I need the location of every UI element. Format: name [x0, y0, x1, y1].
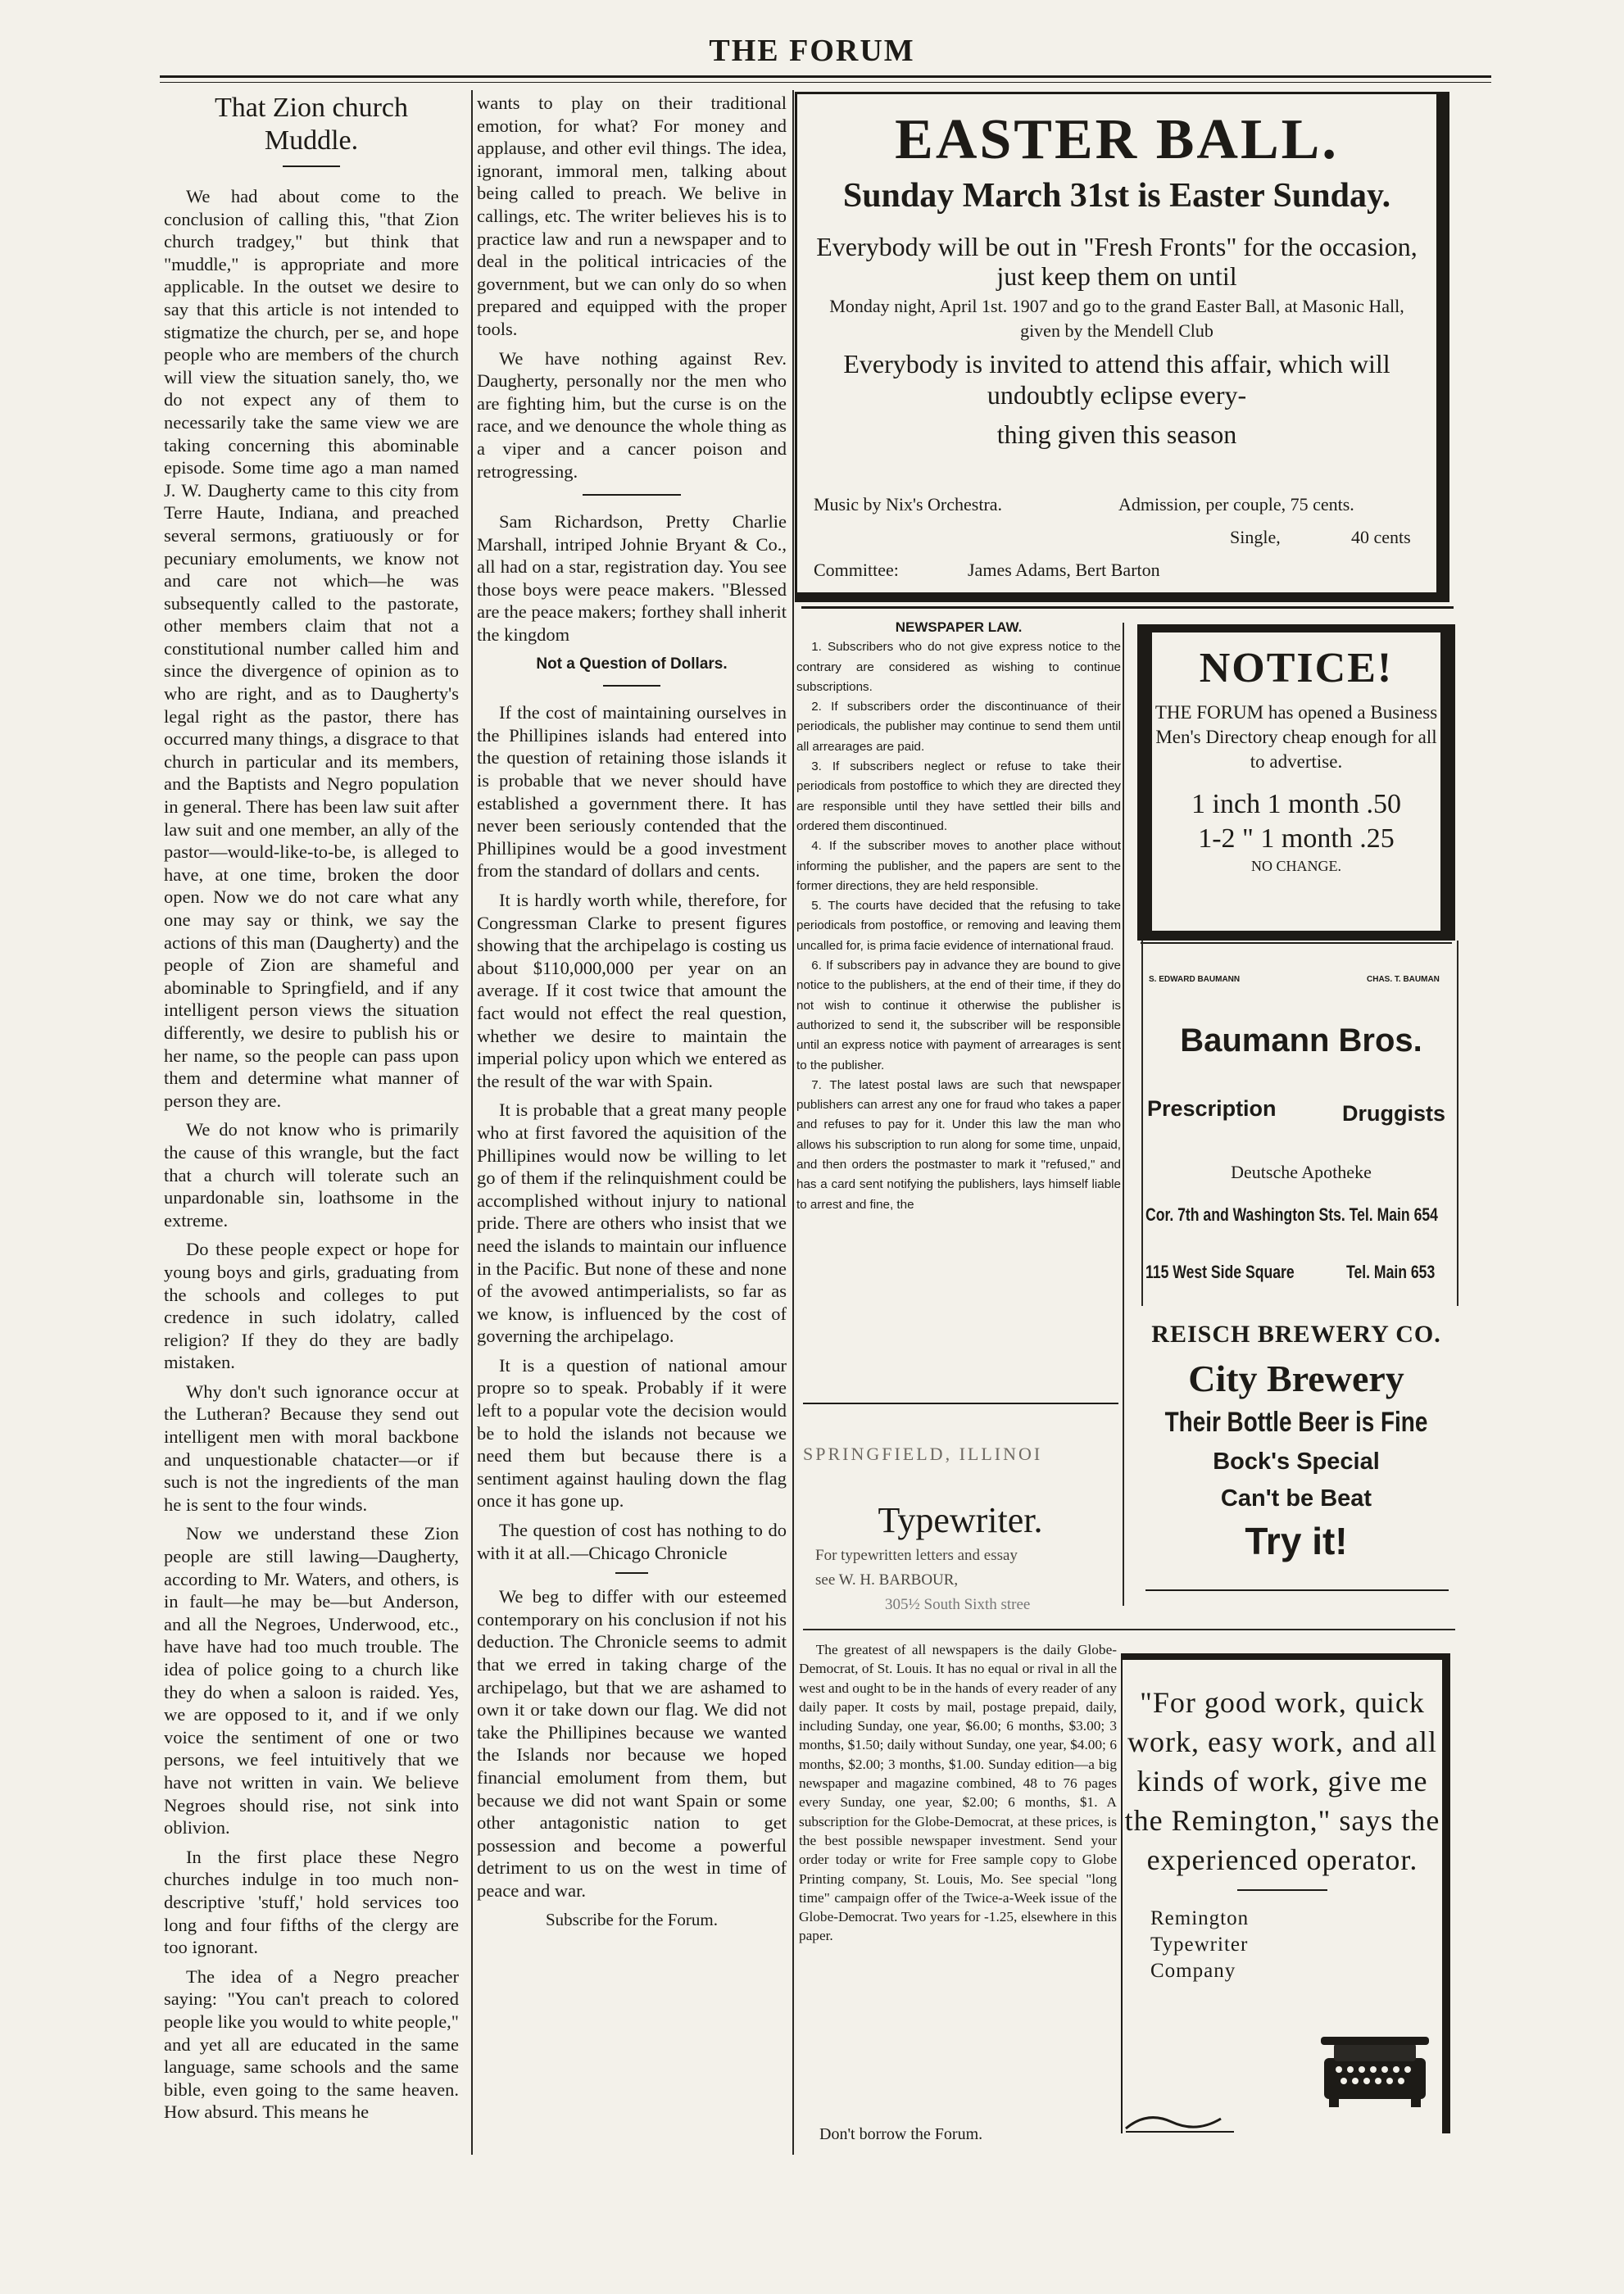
notice-footer: NO CHANGE. — [1251, 858, 1341, 874]
notice-body: THE FORUM has opened a Business Men's Directory cheap enough for all to advertise. — [1154, 702, 1438, 772]
easter-title: EASTER BALL. — [895, 108, 1339, 171]
baumann-druggists: Druggists — [1342, 1101, 1446, 1126]
easter-single-price: 40 cents — [1351, 527, 1411, 547]
baumann-title: Baumann Bros. — [1180, 1022, 1422, 1059]
baumann-name-right: CHAS. T. BAUMAN — [1367, 975, 1440, 984]
headline-line-1: That Zion church — [214, 93, 409, 123]
baumann-prescription: Prescription — [1147, 1096, 1277, 1121]
globe-text: The greatest of all newspapers is the daily Globe-Democrat, of St. Louis. It has no equal or rival in all the west and ought to be in the hands of every reader of any daily paper. It costs by mail, postage prepaid, daily, including Sunday, one year, $6.00; 6 months, $3.00; 3 months, $1.50; daily without Sunday, one year, $4.00; 6 months, $2.00; 3 months, $1.00. Sunday edition—a big newspaper and magazine combined, 48 to 76 pages every Sunday, one year, $2.00; 6 months, $1. A subscription for the Globe-Democrat, at these prices, is the best possible newspaper investment. Send your order today or write for Free sample copy to Globe Printing company, St. Louis, Mo. See special "long time" campaign offer of the Twice-a-Week issue of the Globe-Democrat. Two years for -1.25, elsewhere in this paper. — [799, 1642, 1117, 1944]
notice-ad — [1137, 624, 1455, 941]
paragraph: The question of cost has nothing to do with it at all.—Chicago Chronicle — [477, 1520, 787, 1563]
law-item: 1. Subscribers who do not give express notice to the contrary are considered as wishing to continue subscriptions. — [796, 640, 1121, 694]
easter-fresh-fronts: Everybody will be out in "Fresh Fronts" for the occasion, just keep them on until — [816, 232, 1418, 291]
divider — [615, 1572, 648, 1574]
notice-rate-2: 1-2 " 1 month .25 — [1198, 823, 1395, 854]
easter-admission: Admission, per couple, 75 cents. — [1118, 494, 1354, 515]
typewriter-line-2: see W. H. BARBOUR, — [815, 1571, 959, 1589]
paragraph: wants to play on their traditional emotion, for what? For money and applause, and other evil things. The idea, ignorant, immoral men, talking about being called to preach. We belive in callings, etc. The writer believes his is to practice law and run a newspaper and to deal in the political intricacies of the government, but we can only do so when prepared and equipped with the proper tools. — [477, 93, 787, 339]
reisch-bottle-beer: Their Bottle Beer is Fine — [1164, 1407, 1428, 1438]
paragraph: We had about come to the conclusion of calling this, "that Zion church tradgey," but think that "muddle," is appropriate and more applicable. In the outset we desire to say that this article is not intended to stigmatize the church, per se, and hope people who are members of the church will view the situation sanely, tho, we do not expect any of them to necessarily take the same view we are taking concerning this abominable episode. Some time ago a man named J. W. Daugherty came to this city from Terre Haute, Indiana, and preached several sermons, gratiuously or for pecuniary emoluments, we know not and care not which—he was subsequently called to the pastorate, other members claim that not a constitutional number called him and since the divergence of opinion as to who are right, and as to Daugherty's legal right as the pastor, there has occurred many things, a disgrace to that church in particular and its members, and the Baptists and Negro population in general. There has been law suit after law suit and one member, an ally of the pastor—would-like-to-be, is alleged to have, at one time, broken the door open. Now we do not care what any one may say or think, we say the actions of this man (Daugherty) and the people of Zion are shameful and abominable to Springfield, and if any intelligent person views the situation differently, we desire to publish his or her name, so the people can pass upon them and determine what manner of person they are. — [164, 186, 459, 1111]
paragraph: Now we understand these Zion people are still lawing—Daugherty, according to Mr. Waters, and others, is in fault—he may be—but Anderson, and all the Negroes, Underwood, etc., have have had too much trouble. The idea of police going to a church like they do when a saloon is raided. Yes, we are opposed to it, and if we only voice the sentiment of one or two persons, we feel intuitively that we have not written in vain. We believe Negroes should rise, not sink into oblivion. — [164, 1523, 459, 1838]
easter-invite: Everybody is invited to attend this affair, which will undoubtly eclipse every- — [843, 349, 1390, 410]
easter-date: Sunday March 31st is Easter Sunday. — [842, 177, 1391, 215]
divider — [283, 165, 340, 167]
paragraph: It is a question of national amour propre so to speak. Probably if it were left to a popular vote the decision would be to hold the islands not because we need them but because there is a sentiment against hauling down the flag once it has gone up. — [477, 1354, 787, 1512]
masthead: THE FORUM — [709, 34, 915, 68]
baumann-address-1: Cor. 7th and Washington Sts. Tel. Main 654 — [1145, 1204, 1438, 1225]
paragraph: We do not know who is primarily the cause of this wrangle, but the fact that a church will tolerate such an unpardonable sin, loathsome in the extreme. — [164, 1119, 459, 1231]
headline-line-2: Muddle. — [264, 125, 359, 156]
easter-single-label: Single, — [1230, 527, 1281, 547]
divider — [603, 685, 660, 687]
law-item: 6. If subscribers pay in advance they are bound to give notice to the publishers, at the end of their time, if they do not wish to continue it otherwise the publisher is authorized to send it, the subscriber will be responsible until an express notice with payment of arrearages is sent to the publisher. — [796, 959, 1121, 1072]
paragraph: The idea of a Negro preacher saying: "You can't preach to colored people like you would to white people," and yet all are educated in the same language, same schools and the same bible, even going to the same heaven. How absurd. This means he — [164, 1965, 459, 2123]
easter-committee-label: Committee: — [814, 560, 899, 580]
baumann-tel-2: Tel. Main 653 — [1346, 1262, 1436, 1282]
paragraph: In the first place these Negro churches indulge in too much non-descriptive 'stuff,' hold services too long and four fifths of the clergy are too ignorant. — [164, 1846, 459, 1958]
paragraph: Do these people expect or hope for young boys and girls, graduating from the schools and colleges to put credence in such idolatry, called religion? If they do they are badly mistaken. — [164, 1239, 459, 1373]
typewriter-icon — [1318, 2019, 1432, 2109]
divider — [583, 494, 681, 496]
notice-title: NOTICE! — [1199, 645, 1394, 691]
remington-company-3: Company — [1150, 1960, 1236, 1982]
masthead-rule-thin — [160, 82, 1491, 83]
column-2 — [477, 92, 787, 1931]
column-divider-2 — [792, 90, 794, 2155]
column-divider-1 — [471, 90, 473, 2155]
newspaper-law — [796, 618, 1121, 1215]
remington-company-1: Remington — [1150, 1907, 1250, 1929]
paragraph: We beg to differ with our esteemed contemporary on his conclusion if not his deduction. The Chronicle seems to admit that we erred in taking charge of the archipelago, but that we are ashamed to own it or take down our flag. We did not take the Phillipines because we wanted the Islands nor because we hoped financial emolument from them, but because we did not want Spain or some other antagonistic nation to get possession and become a powerful detriment to us on the west in time of peace and war. — [477, 1586, 787, 1901]
law-item: 5. The courts have decided that the refusing to take periodicals from postoffice, or removing and leaving them uncalled for, is prima facie evidence of international fraud. — [796, 899, 1121, 953]
law-item: 3. If subscribers neglect or refuse to take their periodicals from postoffice to which they are directed they are responsible until they have settled their bills and ordered them discontinued. — [796, 759, 1121, 833]
divider — [803, 1403, 1118, 1404]
reisch-brewery-ad — [1124, 1321, 1468, 1563]
divider — [1145, 1589, 1449, 1591]
globe-democrat-ad — [799, 1640, 1117, 1946]
divider — [1237, 1889, 1327, 1891]
paragraph: Why don't such ignorance occur at the Lutheran? Because they send out intelligent men with moral backbone and unquestionable chatacter—or if such is not the ingredients of the man he is sent to the four winds. — [164, 1380, 459, 1515]
reisch-name: REISCH BREWERY CO. — [1151, 1321, 1441, 1348]
paragraph: Sam Richardson, Pretty Charlie Marshall, intriped Johnie Bryant & Co., all had on a star, registration day. You see those boys were peace makers. "Blessed are the peace makers; forthey shall inherit the kingdom — [477, 511, 787, 646]
baumann-german: Deutsche Apotheke — [1231, 1162, 1372, 1182]
reisch-city-brewery: City Brewery — [1188, 1358, 1404, 1399]
easter-details: Monday night, April 1st. 1907 and go to the grand Easter Ball, at Masonic Hall, given by the Mendell Club — [829, 296, 1404, 341]
border — [1141, 941, 1143, 1306]
typewriter-title: Typewriter. — [878, 1500, 1043, 1540]
remington-company-2: Typewriter — [1150, 1934, 1249, 1956]
springfield-imprint: SPRINGFIELD, ILLINOI — [803, 1444, 1043, 1464]
baumann-name-left: S. EDWARD BAUMANN — [1149, 975, 1241, 984]
divider — [801, 606, 1454, 609]
easter-music: Music by Nix's Orchestra. — [814, 494, 1003, 515]
reisch-try-it: Try it! — [1245, 1520, 1348, 1562]
remington-quote: "For good work, quick work, easy work, and all kinds of work, give me the Remington," says the experienced operator. — [1124, 1686, 1440, 1876]
typewriter-line-1: For typewritten letters and essay — [815, 1547, 1018, 1564]
law-item: 4. If the subscriber moves to another place without informing the publisher, and the papers are sent to the former directions, they are held responsible. — [796, 839, 1121, 893]
reisch-bock: Bock's Special — [1213, 1448, 1380, 1475]
law-item: 7. The latest postal laws are such that newspaper publishers can arrest any one for fraud who takes a paper and refuses to pay for it. Under this law the man who allows his subscription to run along for some time, unpaid, and then orders the postmaster to mark it "refused," and has a card sent notifying the publishers, lays himself liable to arrest and fine, the — [796, 1077, 1121, 1212]
subhead-not-question-of-dollars: Not a Question of Dollars. — [536, 655, 728, 673]
easter-ball-ad — [795, 92, 1449, 602]
paragraph: It is hardly worth while, therefore, for Congressman Clarke to present figures showing that the archipelago is costing us about $110,000,000 per year on an average. If it cost twice that amount the fact would not effect the real question, whether we desire to maintain the imperial policy upon which we entered as the result of the war with Spain. — [477, 890, 787, 1091]
scroll-ornament-icon — [1123, 2104, 1237, 2133]
masthead-rule — [160, 75, 1491, 78]
paragraph: It is probable that a great many people who at first favored the aquisition of the Phillipines would now be willing to let go of them if the relinquishment could be accomplished without injury to national pride. There are others who insist that we need the islands to maintain our influence in the Pacific. But none of these and none of the avowed antimperialists, so far as we know, is influenced by the cost of governing the archipelago. — [477, 1099, 787, 1347]
paragraph: If the cost of maintaining ourselves in the Phillipines islands had entered into the question of retaining those islands it is probable that we never should have established a government there. It has never been seriously contended that the Phillipines would be a good investment from the standard of dollars and cents. — [477, 702, 787, 882]
typewriter-line-3: 305½ South Sixth stree — [885, 1596, 1031, 1613]
border — [1457, 941, 1458, 1306]
reisch-cant-beat: Can't be Beat — [1220, 1485, 1372, 1512]
easter-invite-end: thing given this season — [996, 419, 1237, 449]
article-zion-church — [164, 92, 459, 2130]
baumann-bros-ad — [1129, 941, 1473, 1306]
divider — [803, 1629, 1455, 1630]
notice-rate-1: 1 inch 1 month .50 — [1191, 789, 1401, 819]
law-title: NEWSPAPER LAW. — [895, 619, 1023, 635]
subscribe-note: Subscribe for the Forum. — [546, 1909, 718, 1929]
article-headline — [164, 92, 459, 157]
baumann-address-2: 115 West Side Square — [1145, 1262, 1295, 1282]
easter-committee-names: James Adams, Bert Barton — [968, 560, 1160, 580]
paragraph: We have nothing against Rev. Daugherty, personally nor the men who are fighting him, but the curse is on the race, and we denounce the whole thing as a viper and a cancer poison and retrogressing. — [477, 347, 787, 482]
dont-borrow-note: Don't borrow the Forum. — [819, 2125, 983, 2143]
remington-ad — [1121, 1653, 1450, 2133]
law-item: 2. If subscribers order the discontinuance of their periodicals, the publisher may continue to send them until all arrearages are paid. — [796, 700, 1121, 754]
